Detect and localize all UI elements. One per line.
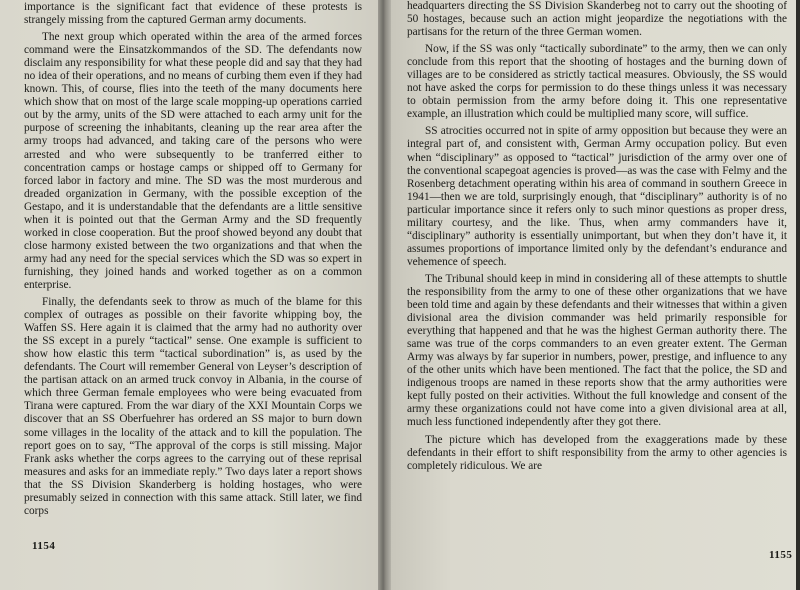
paragraph: Finally, the defendants seek to throw as much of the blame for this complex of outrages as possible on their favorite whipping boy, the Waffen SS. Here again it is claimed that the army had no authority over the SS except in a purely “tactical” sense. One example is sufficient to show how elastic this term “tactical subordination” is, as used by the defendants. The Court will remember General von Leyser’s description of the partisan attack on an armed truck convoy in Albania, in the course of which three German female employees who were being evacuated from Tirana were captured. From the war diary of the XXI Mountain Corps we discover that an SS Oberfuehrer has ordered an SS major to burn down some villages in the locality of the attack and to kill the population. The report goes on to say, “The approval of the corps is still missing. Major Frank asks whether the corps agrees to the carrying out of these reprisal measures and asks for an immediate reply.” Two days later a report shows that the SS Division Skanderberg is holding hostages, who were presumably seized in connection with this same attack. Still later, we find corps <box>24 296 362 517</box>
paragraph: SS atrocities occurred not in spite of army opposition but because they were an integral part of, and consistent with, German Army occupation policy. But even when “disciplinary” as opposed to “tactical” jurisdiction of the army over one of the conventional scapegoat agencies is proved—as was the case with Felmy and the Rosenberg detachment operating within his area of command in southern Greece in 1941—then we are told, surprisingly enough, that “disciplinary” authority is of no particular importance since it refers only to such minor questions as proper dress, military courtesy, and the like. Thus, when army commanders have it, “disciplinary” authority is essentially unimportant, but when they don’t have it, it assumes proportions of importance limited only by the defendant’s endurance and vehemence of speech. <box>407 125 787 268</box>
paragraph: importance is the significant fact that evidence of these protests is strangely missing from the captured German army documents. <box>24 1 362 27</box>
page-number: 1154 <box>32 540 56 552</box>
right-page-text <box>407 0 787 473</box>
right-page <box>391 0 796 590</box>
paragraph: The Tribunal should keep in mind in considering all of these attempts to shuttle the responsibility from the army to one of these other organizations that we have been told time and again by these defendants and their witnesses that within a given divisional area the division commander was held primarily responsible for everything that happened and that he was the highest German authority there. The same was true of the corps commanders to an even greater extent. The German Army was always by far superior in numbers, power, prestige, and influence to any of the other units which have been mentioned. The fact that the police, the SD and indigenous troops are named in these reports show that the army authorities were kept fully posted on their activities. Without the full knowledge and consent of the army these organizations could not have come into a given divisional area at all, much less functioned independently after they got there. <box>407 272 787 429</box>
paragraph: Now, if the SS was only “tactically subordinate” to the army, then we can only conclude from this report that the shooting of hostages and the burning down of villages are to be considered as strictly tactical measures. Obviously, the SS would not have asked the corps for permission to do these things unless it was necessary to obtain permission from the army before doing it. This one representative example, an illustration which could be multiplied many score, will suffice. <box>407 43 787 121</box>
book-gutter <box>378 0 391 590</box>
paragraph: headquarters directing the SS Division Skanderbeg not to carry out the shooting of 50 hostages, because such an action might jeopardize the negotiations with the partisans for the return of the three German women. <box>407 0 787 39</box>
paragraph: The picture which has developed from the exaggerations made by these defendants in their effort to shift responsibility from the army to other agencies is completely ridiculous. We are <box>407 433 787 472</box>
page-number: 1155 <box>769 549 793 561</box>
left-page-text <box>24 1 362 518</box>
scan-edge <box>796 0 800 590</box>
paragraph: The next group which operated within the area of the armed forces command were the Einsatzkommandos of the SD. The defendants now disclaim any responsibility for what these people did and say that they had no idea of their operations, and no means of curbing them even if they had known. This, of course, flies into the teeth of the many documents here which show that on most of the large scale mopping-up operations carried out by the army, units of the SD were attached to each army unit for the purpose of screening the inhabitants, cleaning up the rear area after the army troops had advanced, and taking care of the persons who were arrested and who were subsequently to be tranferred either to concentration camps or hostage camps or shipped off to Germany for forced labor in factory and mine. The SD was the most murderous and dreaded organization in Germany, with the possible exception of the Gestapo, and it is understandable that the defendants are a little sensitive when it is pointed out that the German Army and the SD frequently worked in close cooperation. But the proof showed beyond any doubt that close harmony existed between the two organizations and that when the army had any need for the special services which the SD was so expert in furnishing, they joined hands and worked together as on a common enterprise. <box>24 31 362 291</box>
left-page <box>0 0 378 590</box>
